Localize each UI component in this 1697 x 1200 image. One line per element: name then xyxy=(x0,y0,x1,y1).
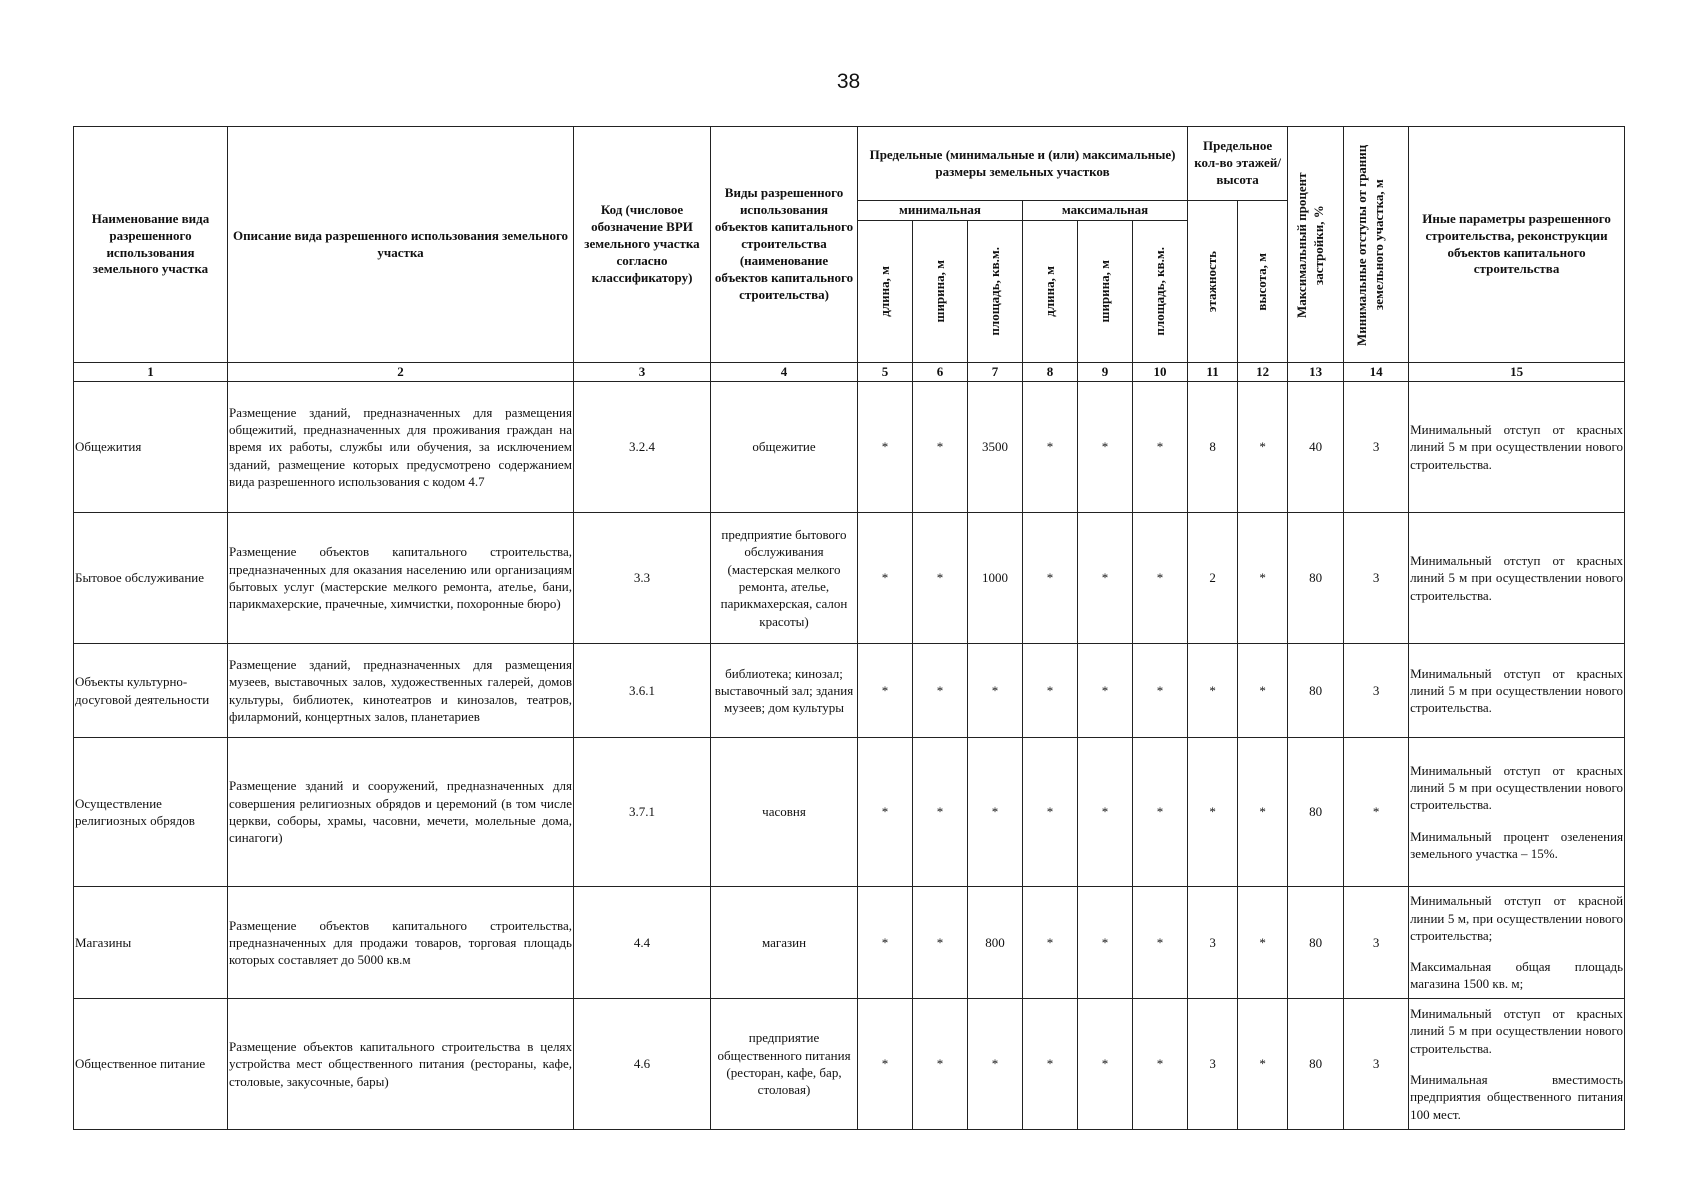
cell-objects: общежитие xyxy=(711,382,858,513)
cell-max-length: * xyxy=(1023,999,1078,1130)
cell-max-area: * xyxy=(1133,644,1188,738)
cell-description: Размещение зданий, предназначенных для размещения музеев, выставочных залов, художественных галерей, домов культуры, библиотек, кинотеатров и кинозалов, театров, филармоний, концертных залов, планетариев xyxy=(228,644,574,738)
cell-objects: предприятие общественного питания (ресторан, кафе, бар, столовая) xyxy=(711,999,858,1130)
header-objects: Виды разрешенного использования объектов капитального строительства (наименование объектов капитального строительства) xyxy=(711,127,858,363)
cell-height: * xyxy=(1238,887,1288,999)
cell-max-width: * xyxy=(1078,513,1133,644)
other-param-text: Максимальная общая площадь магазина 1500 кв. м; xyxy=(1410,959,1624,992)
cell-setback: 3 xyxy=(1344,513,1409,644)
other-param-text: Минимальный отступ от красных линий 5 м при осуществлении нового строительства. xyxy=(1410,762,1624,813)
cell-description: Размещение объектов капитального строительства, предназначенных для продажи товаров, торговая площадь которых составляет до 5000 кв.м xyxy=(228,887,574,999)
column-number: 2 xyxy=(228,363,574,382)
table-row xyxy=(74,887,1625,999)
cell-name: Магазины xyxy=(74,887,228,999)
cell-name: Бытовое обслуживание xyxy=(74,513,228,644)
column-number: 8 xyxy=(1023,363,1078,382)
cell-min-width: * xyxy=(913,999,968,1130)
cell-max-area: * xyxy=(1133,738,1188,887)
header-min-group: минимальная xyxy=(858,201,1023,221)
column-number: 7 xyxy=(968,363,1023,382)
column-number: 9 xyxy=(1078,363,1133,382)
cell-max-length: * xyxy=(1023,513,1078,644)
header-min-setback: Минимальные отступы от границ земельного участка, м xyxy=(1344,127,1409,363)
cell-floors: 2 xyxy=(1188,513,1238,644)
header-max-percent: Максимальный процент застройки, % xyxy=(1288,127,1344,363)
cell-max-percent: 80 xyxy=(1288,513,1344,644)
header-min-area: площадь, кв.м. xyxy=(968,221,1023,363)
cell-objects: магазин xyxy=(711,887,858,999)
cell-code: 3.6.1 xyxy=(574,644,711,738)
other-param-text: Минимальный отступ от красных линий 5 м при осуществлении нового строительства. xyxy=(1410,422,1624,472)
header-height: высота, м xyxy=(1238,201,1288,363)
header-min-width: ширина, м xyxy=(913,221,968,363)
cell-max-width: * xyxy=(1078,382,1133,513)
cell-max-percent: 80 xyxy=(1288,644,1344,738)
cell-setback: 3 xyxy=(1344,999,1409,1130)
cell-code: 3.3 xyxy=(574,513,711,644)
header-max-length: длина, м xyxy=(1023,221,1078,363)
cell-floors: 3 xyxy=(1188,887,1238,999)
cell-other-params xyxy=(1409,738,1625,887)
cell-description: Размещение зданий, предназначенных для размещения общежитий, предназначенных для проживания граждан на время их работы, службы или обучения, за исключением зданий, размещение которых предусмотрено содержанием вида разрешенного использования с кодом 4.7 xyxy=(228,382,574,513)
cell-objects: часовня xyxy=(711,738,858,887)
cell-description: Размещение зданий и сооружений, предназначенных для совершения религиозных обрядов и церемоний (в том числе церкви, соборы, храмы, часовни, мечети, молельные дома, синагоги) xyxy=(228,738,574,887)
table-row xyxy=(74,644,1625,738)
header-max-area: площадь, кв.м. xyxy=(1133,221,1188,363)
cell-min-width: * xyxy=(913,382,968,513)
cell-min-width: * xyxy=(913,644,968,738)
cell-name: Общежития xyxy=(74,382,228,513)
header-other: Иные параметры разрешенного строительства, реконструкции объектов капитального строительства xyxy=(1409,127,1625,363)
cell-setback: 3 xyxy=(1344,887,1409,999)
cell-other-params xyxy=(1409,382,1625,513)
cell-max-width: * xyxy=(1078,738,1133,887)
cell-min-area: 3500 xyxy=(968,382,1023,513)
cell-other-params xyxy=(1409,887,1625,999)
header-floors: этажность xyxy=(1188,201,1238,363)
cell-code: 3.2.4 xyxy=(574,382,711,513)
other-param-text: Минимальный отступ от красных линий 5 м при осуществлении нового строительства. xyxy=(1410,665,1624,716)
cell-code: 3.7.1 xyxy=(574,738,711,887)
cell-max-width: * xyxy=(1078,644,1133,738)
cell-height: * xyxy=(1238,644,1288,738)
cell-min-width: * xyxy=(913,887,968,999)
table-header xyxy=(74,127,1625,382)
header-max-group: максимальная xyxy=(1023,201,1188,221)
cell-floors: * xyxy=(1188,738,1238,887)
other-param-text: Минимальный отступ от красной линии 5 м, при осуществлении нового строительства; xyxy=(1410,893,1624,943)
cell-description: Размещение объектов капитального строительства, предназначенных для оказания населению или организациям бытовых услуг (мастерские мелкого ремонта, ателье, бани, парикмахерские, прачечные, химчистки, похоронные бюро) xyxy=(228,513,574,644)
cell-max-length: * xyxy=(1023,738,1078,887)
cell-setback: 3 xyxy=(1344,382,1409,513)
other-param-text: Минимальный процент озеленения земельного участка – 15%. xyxy=(1410,828,1624,861)
cell-setback: * xyxy=(1344,738,1409,887)
cell-max-area: * xyxy=(1133,999,1188,1130)
cell-max-area: * xyxy=(1133,513,1188,644)
table-row xyxy=(74,738,1625,887)
header-min-length: длина, м xyxy=(858,221,913,363)
column-number: 15 xyxy=(1409,363,1625,382)
cell-min-area: * xyxy=(968,644,1023,738)
cell-objects: библиотека; кинозал; выставочный зал; здания музеев; дом культуры xyxy=(711,644,858,738)
header-max-width: ширина, м xyxy=(1078,221,1133,363)
column-number: 14 xyxy=(1344,363,1409,382)
cell-max-percent: 80 xyxy=(1288,738,1344,887)
cell-other-params xyxy=(1409,513,1625,644)
cell-other-params xyxy=(1409,999,1625,1130)
cell-max-width: * xyxy=(1078,887,1133,999)
cell-objects: предприятие бытового обслуживания (мастерская мелкого ремонта, ателье, парикмахерская, салон красоты) xyxy=(711,513,858,644)
cell-max-width: * xyxy=(1078,999,1133,1130)
cell-height: * xyxy=(1238,382,1288,513)
column-number: 4 xyxy=(711,363,858,382)
table-row xyxy=(74,382,1625,513)
cell-name: Общественное питание xyxy=(74,999,228,1130)
column-number: 12 xyxy=(1238,363,1288,382)
cell-floors: 8 xyxy=(1188,382,1238,513)
cell-max-area: * xyxy=(1133,887,1188,999)
header-sizes-group: Предельные (минимальные и (или) максимальные) размеры земельных участков xyxy=(858,127,1188,201)
column-number: 6 xyxy=(913,363,968,382)
other-param-text: Минимальный отступ от красных линий 5 м при осуществлении нового строительства. xyxy=(1410,553,1624,603)
cell-min-width: * xyxy=(913,513,968,644)
other-param-text: Минимальный отступ от красных линий 5 м при осуществлении нового строительства. xyxy=(1410,1006,1624,1056)
page-number: 38 xyxy=(836,70,861,93)
cell-name: Осуществление религиозных обрядов xyxy=(74,738,228,887)
cell-code: 4.6 xyxy=(574,999,711,1130)
cell-min-length: * xyxy=(858,382,913,513)
column-number: 3 xyxy=(574,363,711,382)
cell-other-params xyxy=(1409,644,1625,738)
cell-min-length: * xyxy=(858,999,913,1130)
cell-height: * xyxy=(1238,738,1288,887)
header-name: Наименование вида разрешенного использования земельного участка xyxy=(74,127,228,363)
header-description: Описание вида разрешенного использования земельного участка xyxy=(228,127,574,363)
column-number: 5 xyxy=(858,363,913,382)
cell-min-length: * xyxy=(858,738,913,887)
cell-min-area: 800 xyxy=(968,887,1023,999)
cell-height: * xyxy=(1238,999,1288,1130)
cell-name: Объекты культурно-досуговой деятельности xyxy=(74,644,228,738)
cell-max-length: * xyxy=(1023,887,1078,999)
cell-min-area: * xyxy=(968,738,1023,887)
land-use-table xyxy=(73,126,1625,1130)
cell-min-length: * xyxy=(858,887,913,999)
other-param-text: Минимальная вместимость предприятия общественного питания 100 мест. xyxy=(1410,1072,1624,1122)
cell-min-length: * xyxy=(858,513,913,644)
table-row xyxy=(74,513,1625,644)
column-number: 11 xyxy=(1188,363,1238,382)
cell-max-length: * xyxy=(1023,382,1078,513)
column-number: 1 xyxy=(74,363,228,382)
cell-max-length: * xyxy=(1023,644,1078,738)
cell-floors: * xyxy=(1188,644,1238,738)
column-number-row xyxy=(74,363,1625,382)
cell-code: 4.4 xyxy=(574,887,711,999)
cell-min-area: * xyxy=(968,999,1023,1130)
cell-max-area: * xyxy=(1133,382,1188,513)
cell-max-percent: 80 xyxy=(1288,887,1344,999)
table-row xyxy=(74,999,1625,1130)
table-body xyxy=(74,382,1625,1130)
column-number: 10 xyxy=(1133,363,1188,382)
cell-min-length: * xyxy=(858,644,913,738)
cell-min-area: 1000 xyxy=(968,513,1023,644)
header-code: Код (числовое обозначение ВРИ земельного участка согласно классификатору) xyxy=(574,127,711,363)
cell-setback: 3 xyxy=(1344,644,1409,738)
cell-floors: 3 xyxy=(1188,999,1238,1130)
header-floors-group: Предельное кол-во этажей/ высота xyxy=(1188,127,1288,201)
column-number: 13 xyxy=(1288,363,1344,382)
cell-max-percent: 40 xyxy=(1288,382,1344,513)
cell-max-percent: 80 xyxy=(1288,999,1344,1130)
cell-min-width: * xyxy=(913,738,968,887)
cell-description: Размещение объектов капитального строительства в целях устройства мест общественного питания (рестораны, кафе, столовые, закусочные, бары) xyxy=(228,999,574,1130)
cell-height: * xyxy=(1238,513,1288,644)
